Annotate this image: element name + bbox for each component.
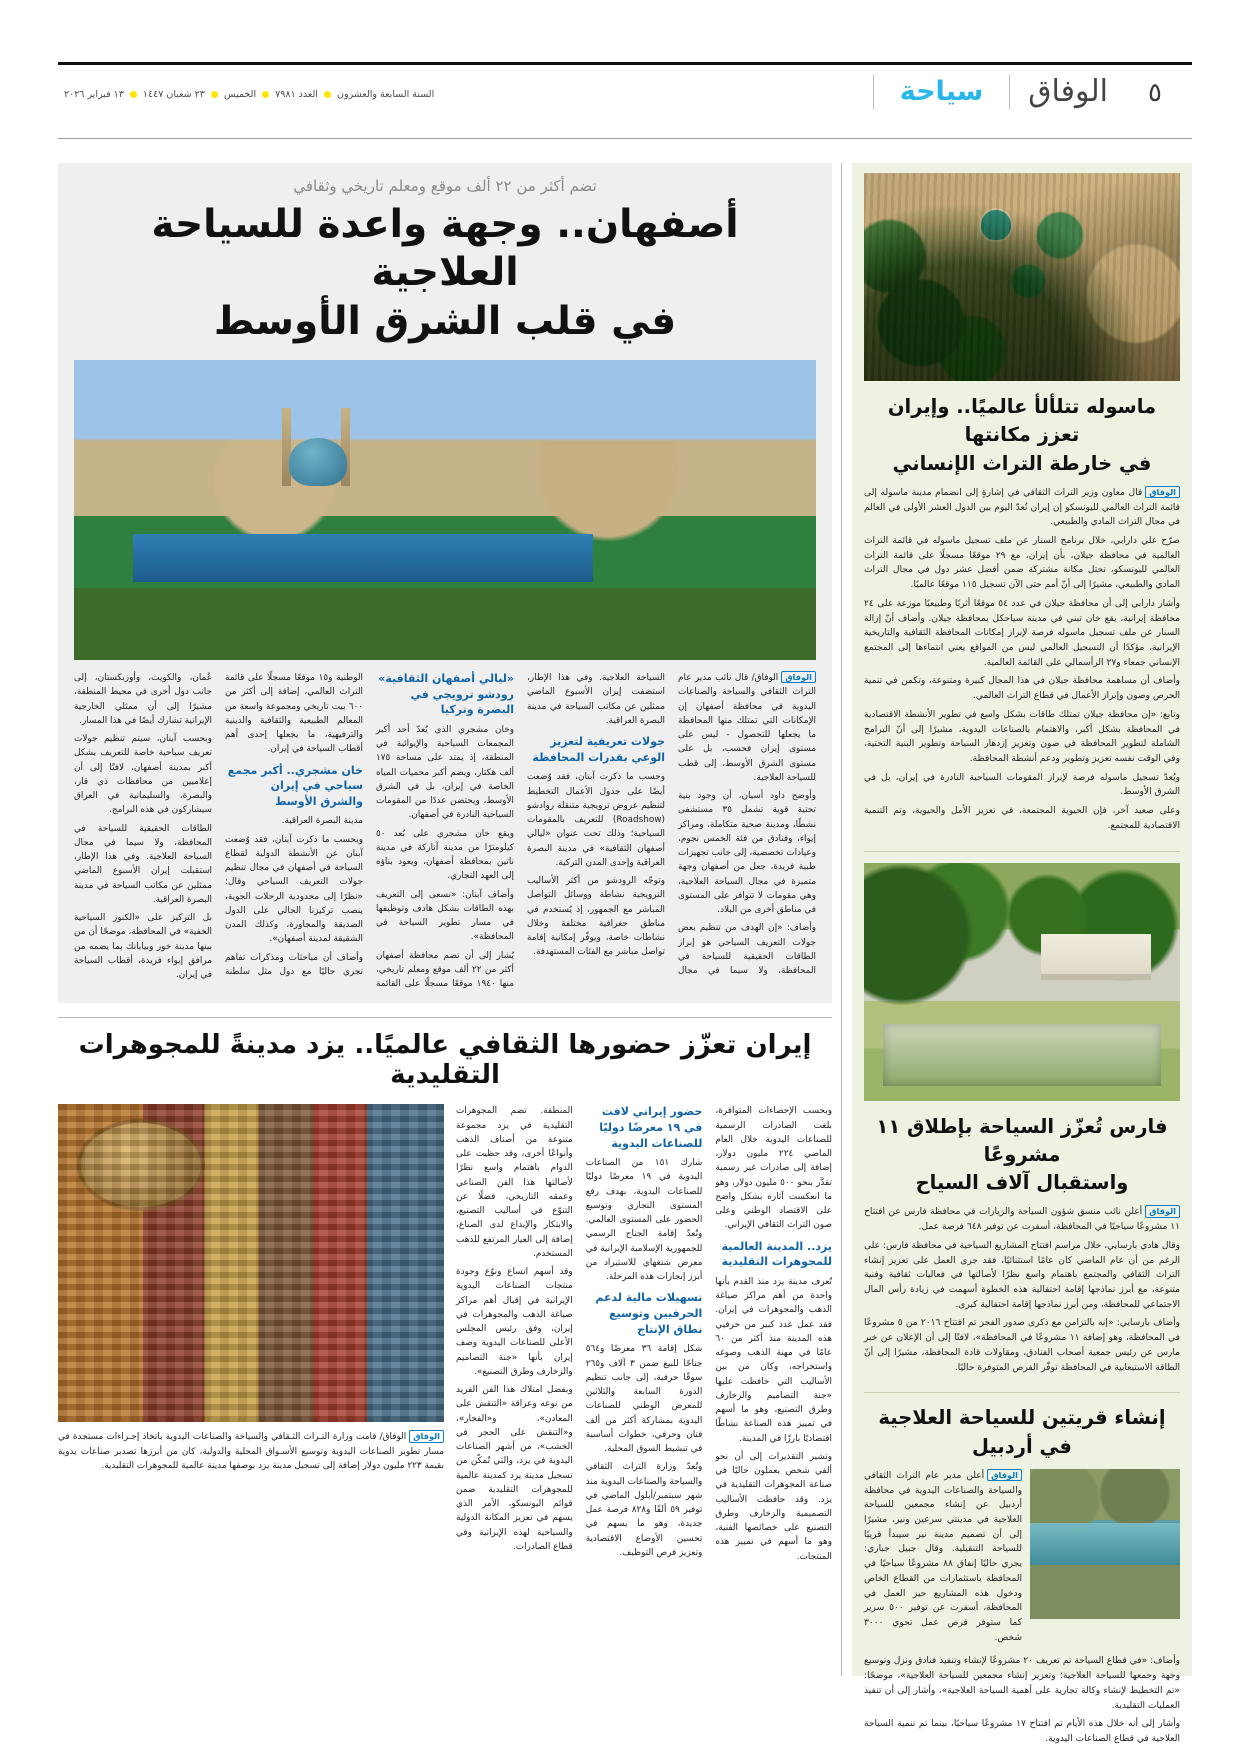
bottom-photo-block xyxy=(58,1104,444,1473)
photo-naqsh-e-jahan xyxy=(74,360,816,660)
dateline-hijri: ٢٣ شعبان ١٤٤٧ xyxy=(142,89,205,100)
masthead-divider xyxy=(1009,75,1010,109)
paragraph-text: قال معاون وزير التراث الثقافي في إشارةٍ إلى انضمام مدينة ماسوله إلى قائمة التراث العالمي لليونسكو إن إيران تُعدّ اليوم بين الدول العشر الأولى في العالم في مجال التراث المادي والطبيعي. xyxy=(864,487,1180,528)
sidebar-body-ardabil xyxy=(864,1654,1180,1750)
source-tag: الوفاق xyxy=(409,1430,444,1442)
paragraph: شكل إقامة ٣٦ معرضًا و٥٦٤ جناحًا للبيع ضمن ٣ آلاف و٢٦٥ سوقًا حرفية، إلى جانب تنظيم الدورة السابعة والثلاثين للمعرض الوطني للصناعات اليدوية بمشاركة أكثر من ألف فنان وحرفي، خطوات أساسية في تنشيط السوق المحلية. xyxy=(585,1344,703,1455)
source-tag: الوفاق xyxy=(1145,1205,1180,1217)
photo-hot-spring xyxy=(1030,1469,1180,1619)
bullet-dot-icon xyxy=(324,91,331,98)
subheading: «ليالي أصفهان الثقافية» رودشو ترويجي في البصرة وتركيا xyxy=(378,672,514,717)
subheading: خان مشجري.. أكبر مجمع سياحي في إيران والشرق الأوسط xyxy=(227,763,363,808)
paragraph: وأشار دارابي إلى أن محافظة جيلان في عدد ٥٤ موقعًا أثريًا وطبيعيًا موزعة على ٢٤ محافظة إيرانية، يقع خان تبني في مدينة سياحكل بمحافظة جيلان. وأضاف أنّ إزالة السنار عن ملف تسجيل ماسوله فرصة لإبراز إمكانات المحافظة الثقافية والتاريخية الإيرانية، مؤكدًا أن التسجيل العالمي ليس من المواقع يعني انتماءها إلى المجتمع الإنساني جمعاء و٢٧ الرأسمالي على القائمة العالمية. xyxy=(864,598,1180,668)
dateline-year: السنة السابعة والعشرون xyxy=(337,89,435,100)
paragraph-text: أعلن مدير عام التراث الثقافي والسياحة والصناعات اليدوية في محافظة أردبيل عن إنشاء مجمعين للسياحة العلاجية في مدينتي سرعين ونير، مشيرًا إلى أن تصميم مدينة نير سيبدأ قريبًا للسياحة التنقيلية. وقال جبيل جباري: يجري حاليًا إنفاق ٨٨ مشروعًا سياحيًا في المحافظة باستثمارات من القطاع الخاص ودخول هذه المشاريع حيز العمل في المحافظة، أسفرت عن توفير ٥٠٠ سرير كما ستوفر فرص عمل تحوي ٣٠٠٠ شخص. xyxy=(864,1470,1023,1643)
paragraph: وبفضل امتلاك هذا الفن الفريد من نوعه وعراقة «التنقش على المعادن»، و«الفخار»، و«التنقش على الحجر في الخشب»، من أشهر الصناعات اليدوية في يزد، والتي تُمكّن من تسجيل مدينة يزد كمدينة عالمية للمجوهرات التقليدية ضمن قوائم اليونسكو، الأمر الذي يسهم في تعزيز المكانة الدولية والسياحية لهذه الإيرانية وفي قطاع الصادرات. xyxy=(456,1385,573,1552)
dateline xyxy=(58,75,873,100)
paragraph xyxy=(864,1469,1022,1646)
paragraph: وحسب ما ذكرت آبنان، فقد وُضعت أيضًا على جدول الأعمال التخطيط لتنظيم عروض ترويجية متنقلة روادشو (Roadshow) للتعريف بالمقومات السياحية؛ وذلك تحت عنوان «ليالي أصفهان الثقافية» في مدينة البصرة العراقية وإحدى المدن التركية. xyxy=(527,772,665,868)
bullet-dot-icon xyxy=(262,91,269,98)
photo-handicrafts xyxy=(58,1104,444,1422)
pavilion-shape xyxy=(1041,934,1151,980)
paragraph: وتُعدّ وزارة التراث الثقافي والسياحة والصناعات اليدوية منذ شهر سبتمبر/أيلول الماضي في توفير ٥٩ ألفًا و٨٢٨ فرصة عمل جديدة، وهو ما يسهم في تحسين الأوضاع الاقتصادية وتعزيز فرص التوظيف. xyxy=(585,1462,703,1558)
paragraph: ويُعدّ تسجيل ماسوله فرصة لإبراز المقومات السياحية النادرة في إيران، بل في الشرق الأوسط. xyxy=(864,772,1180,798)
paragraph xyxy=(678,671,816,785)
subheading: تسهيلات مالية لدعم الحرفيين وتوسيع نطاق الإنتاج xyxy=(595,1291,703,1336)
caption-text: الوفاق/ قامت وزارة التـراث الثـقافي والسياحة والصناعات اليدوية باتخاذ إجـراءات مستجدة في مسار تطوير الصناعات اليدوية وتوسيع الأسـواق المحلية والدولية، كان من أبرزها تصدير صناعات يدوية بقيمة ٢٢٣ مليون دولار إضافة إلى تسجيل مدينة يزد بوصفها مدينة عالمية للمجوهرات التقليدية. xyxy=(58,1432,444,1471)
paragraph: وتشير التقديرات إلى أن نحو ألفي شخص يعملون حاليًا في صناعة المجوهرات التقليدية في يزد. وقد حافظت الأساليب التصميمية والزخارف وطرق التصنيع على خصائصها الفنية، وهو ما أسهم في تمييز هذه المنتجات. xyxy=(715,1451,832,1562)
page-number: ٥ xyxy=(1148,77,1162,108)
lead-headline xyxy=(74,201,816,346)
main-column xyxy=(58,163,832,1676)
minaret-shape xyxy=(282,408,291,486)
paragraph: وعلى صعيد آخر، فإن الحيوية المجتمعة، في تعزيز الأمل والحيوية، وتم التنمية الاقتصادية للمجتمع. xyxy=(864,806,1180,831)
bottom-caption xyxy=(58,1430,444,1473)
photo-saadi-garden xyxy=(864,863,1180,1101)
paragraph: تُعرف مدينة يزد منذ القدم بأنها واحدة من أهم مراكز صياغة الذهب والمجوهرات في إيران. فقد عمل عدد كبير من حرفيي هذه المدينة منذ أكثر من ٦٠ عامًا في مهنة الذهب وصوغه واستخراجه، وكان من بين الأساليب التي حافظت عليها «جنة التصاميم والزخارف وطرق التصنيع، وهو ما أسهم في تمييز هذه الصناعة نشاطًا اقتصاديًا بارزًا في المدينة. xyxy=(715,1276,832,1444)
lead-body-columns xyxy=(74,671,816,991)
sidebar-divider xyxy=(864,851,1180,852)
paragraph: وأضاف آبنان: «نسعى إلى التعريف بهذه الطاقات بشكل هادف وتوظيفها في مسار تطوير السياحة في المحافظة». xyxy=(376,889,514,943)
paragraph-text: أعلن نائب منسق شؤون السياحة والزيارات في محافظة فارس عن افتتاح ١١ مشروعًا سياحيًا في المحافظة، أسفرت عن توفير ٦٤٨ فرصة عمل. xyxy=(864,1207,1180,1233)
paragraph: مدينة البصرة العراقية. xyxy=(281,816,363,827)
paragraph: شارك ١٥١ من الصناعات اليدوية في ١٩ معرضًا دوليًا للصناعات اليدوية، بهدف رفع المستوى التجاري وتوسيع الحضور على المستوى العالمي. وتُعدّ إقامة الجناح الرسمي للجمهورية الإسلامية الإيرانية في معرض شنغهاي للاستيراد من أبرز إنجازات هذه المرحلة. xyxy=(585,1158,703,1283)
source-tag: الوفاق xyxy=(987,1469,1022,1481)
sidebar-article-ardabil xyxy=(864,1404,1180,1750)
ardabil-layout xyxy=(864,1469,1180,1650)
dateline-issue: العدد ٧٩٨١ xyxy=(275,89,318,100)
subheading: يزد.. المدينة العالمية للمجوهرات التقليدية xyxy=(721,1239,832,1269)
paragraph: وأضاف أن مساهمة محافظة جيلان في هذا المجال كبيرة ومتنوعة، وتكمن في تنمية الحرص وصون وإبراز الأعمال في قطاع التراث العالمي. xyxy=(864,676,1180,702)
sidebar-body-fars xyxy=(864,1205,1180,1379)
subheading: جولات تعريفية لتعزيز الوعي بقدرات المحافظة xyxy=(532,735,665,764)
sidebar-divider-2 xyxy=(864,1392,1180,1393)
paragraph: وقد أسهم اتساع ونوّع وجودة منتجات الصناعات اليدوية الإيرانية في إقبال أهم مراكز صياغة الذهب والمجوهرات في إيران، وفق رئيس المجلس الأعلى للصناعات اليدوية وصف إيران بأنها «جنة التصاميم والزخارف وطرق التصنيع». xyxy=(456,1267,573,1377)
paragraph: وأضاف أن مباحثات ومذكرات تفاهم تجري حاليًا مع دول مثل سلطنة عُمان، والكويت، وأوزبكستان، إلى جانب دول أخرى في محيط المنطقة، مشيرًا إلى أن ممثلي الخارجية الإيرانية تشارك أيضًا في هذا المسار. xyxy=(74,673,363,977)
headline-line-2: في خارطة التراث الإنساني xyxy=(892,451,1152,475)
paragraph: وأضاف: «في قطاع السياحة تم تعريف ٢٠ مشروعًا لإنشاء وتنفيذ فنادق ونزل وتوسيع وجهة وجمعها للسياحة العلاجية؛ وتعزيز إنشاء مجمعين للسياحة العلاجية»، موضحًا: «تم التخطيط لإنشاء وكالة تجارية على أهمية السياحة العلاجية»، وأشار إلى أن تنفيذ العمليات التقليدية. xyxy=(864,1656,1180,1711)
paragraph: يُشار إلى أن تضم محافظة أصفهان أكثر من ٢٢ ألف موقع ومعلم تاريخي، منها ١٩٤٠ موقعًا مسجلًا على القائمة الوطنية و١٥ موقعًا مسجلًا على قائمة التراث العالمي، إضافة إلى أكثر من ٦٠٠ بيت تاريخي ومجموعة واسعة من المعالم الطبيعية والثقافية والدينية والترفيهية، ما يجعلها إحدى أهم أقطاب السياحة في إيران. xyxy=(225,673,514,990)
bullet-dot-icon xyxy=(130,91,137,98)
bottom-article xyxy=(58,1030,832,1564)
paragraph: وأضاف: «إن الهدف من تنظيم بعض جولات التعريف السياحي هو إبراز الطاقات الحقيقية للسياحة في المحافظة، ولا سيما في مجال السياحة العلاجية. وفي هذا الإطار، استضفت إيران الأسبوع الماضي ممثلين عن مكاتب السياحة في مدينة البصرة العراقية. xyxy=(527,673,816,977)
headline-line-1: أصفهان.. وجهة واعدة للسياحة العلاجية xyxy=(151,202,739,296)
paragraph: وأشار إلى أنه خلال هذه الأيام تم افتتاح ١٧ مشروعًا سياحيًا، بينما تم تنمية السياحة العلاجية في قطاع الصناعات اليدوية. xyxy=(864,1719,1181,1745)
dome-shape xyxy=(289,438,347,486)
paragraph: وأوضح داود أسيان، أن وجود بنية تحتية قوية تشمل ٣٥ مستشفى نشطًا، ومدينة صحية متكاملة، ومراكز إيواء، وفنادق من فئة الخمس نجوم، وعيادات تخصصية، إلى جانب تجهيزات طبية فريدة، جعل من أصفهان وجهة متميزة في مجال السياحة العلاجية، وهي مقومات لا تتوافر على المستوى في مناطق أخرى من البلاد. xyxy=(678,791,816,916)
headline-line-2: واستقبال آلاف السياح xyxy=(915,1171,1129,1195)
sidebar-body-ardabil-intro xyxy=(864,1469,1022,1650)
photo-masuleh xyxy=(864,173,1180,381)
bottom-headline: إيران تعزّز حضورها الثقافي عالميًا.. يزد مدينةً للمجوهرات التقليدية xyxy=(78,1030,812,1091)
paragraph xyxy=(864,486,1180,530)
headline-line-2: في قلب الشرق الأوسط xyxy=(213,298,677,344)
masthead-rule xyxy=(58,138,1192,139)
bottom-body-columns xyxy=(456,1104,832,1564)
sidebar-headline-masuleh xyxy=(868,393,1176,478)
masthead xyxy=(58,62,1192,110)
sidebar-body-masuleh xyxy=(864,486,1180,838)
source-tag: الوفاق xyxy=(1145,486,1180,498)
paragraph: وبحسب الإحصاءات المتوافرة، بلغت الصادرات الرسمية للصناعات اليدوية خلال العام الماضي ٢٢٤ مليون دولار، إضافة إلى صادرات غير رسمية تقدَّر بنحو ٥٠٠ مليون دولار، وهو ما انعكست آثاره بشكل واضح على الاقتصاد الوطني وعلى صون التراث الثقافي الإيراني. xyxy=(715,1106,833,1231)
paragraph: صرّح علي دارابي، خلال برنامج السنار عن ملف تسجيل ماسوله في قائمة التراث العالمية في محافظة جيلان، بأن إيران، مع ٢٩ موقعًا مسجلًا على قائمة التراث العالمي لليونسكو، تحتل مكانة مشتركة ضمن أفضل عشر دول في مجال التراث المادي والطبيعي، مشيرًا إلى أنّ أمم حتى الآن تسجيل ١١٥ موقعًا عالميًا. xyxy=(864,535,1180,591)
sidebar-column xyxy=(852,163,1192,1745)
paragraph: وبحسب ما ذكرت آبنان، فقد وُضعت آبنان عن الأنشطة الدولية لقطاع السياحة في أصفهان في مجال تنظيم جولات التعريف السياحي وقال: «نظرًا إلى محدودية الرحلات الجوية، ينصب تركيزنا الحالي على الدول الصديقة والمجاورة، وكذلك المدن الشقيقة لمدينة أصفهان». xyxy=(225,834,363,945)
dateline-gregorian: ١٣ فبراير ٢٠٢٦ xyxy=(64,89,124,100)
paragraph: وخان مشجري الذي يُعدّ أحد أكبر المجمعات السياحية والإيوائية في المنطقة، إذ يمتد على مساحة ١٧٥ ألف هكتار، ويضم أكبر محميات المياه الخاصة في إيران، بل في الشرق الأوسط، ويحتضن عددًا من المقومات السياحية النادرة في أصفهان. xyxy=(376,724,514,821)
headline-line-1: ماسوله تتلألأ عالميًا.. وإيران تعزز مكانتها xyxy=(887,395,1157,447)
headline-line-1: إنشاء قريتين للسياحة العلاجية xyxy=(878,1406,1166,1430)
bottom-layout xyxy=(58,1104,832,1564)
headline-line-2: في أردبيل xyxy=(972,1434,1072,1458)
brand-wordmark: الوفاق xyxy=(1028,74,1108,109)
paragraph: المنطقة. تضم المجوهرات التقليدية في يزد مجموعة متنوعة من أصناف الذهب وأنواعًا أخرى، وقد حظيت على الدوام باهتمام واسع نظرًا لأصالتها هذا الفن الصناعي وعمقه التاريخي، فضلًا عن التنوّع في أساليب التصنيع، والابتكار والإبداع لدى الصناع، إضافة إلى العيار المرتفع للذهب المستخدم. xyxy=(456,1106,573,1259)
paragraph: وتوجّه الرودشو من أكثر الأساليب الترويجية نشاطة ووسائل التواصل المباشر مع الجمهور، إذ يُستخدم في مناطق جغرافية مختلفة وخلال نشاطات خاصة، ويوفّر إمكانية إقامة تواصل مباشر مع الفئات المستهدفة. xyxy=(527,876,665,958)
paragraph: وأضاف بارسايي: «إنه بالتزامن مع ذكرى صدور الفجر تم افتتاح ٢٠١٦ من ٥ مشروعًا في المحافظة، وهو إضافة ١١ مشروعًا في المحافظة»، لافتًا إلى أن الإعلان عن خبر مارس عن رئيس جمعية أصحاب الفنادق، ومقاولات قادة المحافظة، مشيرًا إلى أنّ الطاقة الاستيعابية في المحافظة توفّر الفرص المتوفرة حاليًا. xyxy=(864,1318,1181,1373)
sidebar-headline-ardabil xyxy=(868,1404,1176,1461)
lead-article xyxy=(58,163,832,1003)
masthead-divider-2 xyxy=(873,75,874,109)
headline-line-1: فارس تُعزّز السياحة بإطلاق ١١ مشروعًا xyxy=(876,1114,1168,1166)
section-title: سياحة xyxy=(899,76,984,107)
sidebar-article-fars xyxy=(864,863,1180,1380)
paragraph xyxy=(864,1205,1180,1234)
paragraph: الطاقات الحقيقية للسياحة في المحافظة، ولا سيما في مجال السياحة العلاجية. وفي هذا الإطار، استقبلت إيران الأسبوع الماضي ممثلين عن مكاتب السياحة في مدينة البصرة العراقية. xyxy=(74,823,212,905)
paragraph: بل التركيز على «الكنوز السياحية الخفية» في المحافظة، موضحًا أن من بينها مدينة خور وبيابانك بما يضمه من مرافق إيواء فريدة، أقطاب السياحة في إيران. xyxy=(74,913,212,981)
paragraph: وقال هادي بارسايي، خلال مراسم افتتاح المشاريع السياحية في محافظة فارس: على الرغم من أن عام الماضي كان عامًا استثنائيًا، فقد جرى العمل على تعزيز إنشاء التراث الثقافي والمجتمع باهتمام واسع نظرًا لأصالتها في فعاليات ثقافية وفنية متنوعة، مع أبرز نماذجها إقامة احتفالية هذه الخطوة أسهمت في زيادة رأس المال الاجتماعي للمحافظة، ومن أبرز نماذجها إقامة احتفالية كبرى. xyxy=(864,1240,1180,1310)
dome-shape xyxy=(981,210,1011,240)
paragraph: وتابع: «إن محافظة جيلان تمتلك طاقات بشكل واسع في تطوير الأنشطة الاقتصادية في المحافظة بشكل أكبر، والاهتمام بالصناعات اليدوية، مشيرًا إلى أنّ البرامج الشاملة لتطوير المحافظة في صون وتعزيز إزدهار السياحة وتطوير البنية التحتية، وفي الوقت نفسه تعزيز وتطوير ودعم أنشطة المحافظة. xyxy=(864,709,1180,765)
paragraph-text: الوفاق/ قال نائب مدير عام التراث الثقافي والسياحة والصناعات اليدوية في محافظة أصفهان إن الإمكانات التي تمتلك منها المحافظة ما يجعلها للتحصول - ليس على مستوى إيران فحسب، بل على مستوى الشرق الأوسط، إلى قطب للسياحة العلاجية. xyxy=(678,673,816,783)
source-tag: الوفاق xyxy=(781,671,816,683)
copper-tray-shape xyxy=(81,1123,201,1207)
column-rule xyxy=(841,163,842,1676)
sidebar-headline-fars xyxy=(868,1113,1176,1198)
paragraph: وبحسب آبنان، سيتم تنظيم جولات تعريف سياحية خاصة للتعريف بشكل أكبر بمدينة أصفهان، لافتًا إلى أن إعلاميين من محافظات ذي قار، والبصرة، والسليمانية في العراق سيشاركون في هذه البرامج. xyxy=(74,734,212,816)
paragraph: ويقع خان مشجري على بُعد ٥٠ كيلومترًا من مدينة آناركة في مدينة ناتين بمحافظة أصفهان، ويعود بناؤه إلى العهد التجاري. xyxy=(376,828,514,882)
bullet-dot-icon xyxy=(211,91,218,98)
section-divider xyxy=(58,1017,832,1018)
subheading: حضور إيراني لافت في ١٩ معرضًا دوليًا للصناعات اليدوية xyxy=(599,1105,703,1150)
lead-kicker: تضم أكثر من ٢٢ ألف موقع ومعلم تاريخي وثقافي xyxy=(293,177,597,195)
sidebar-article-masuleh xyxy=(864,173,1180,838)
pool-shape xyxy=(133,534,593,582)
dateline-weekday: الخميس xyxy=(223,89,257,100)
